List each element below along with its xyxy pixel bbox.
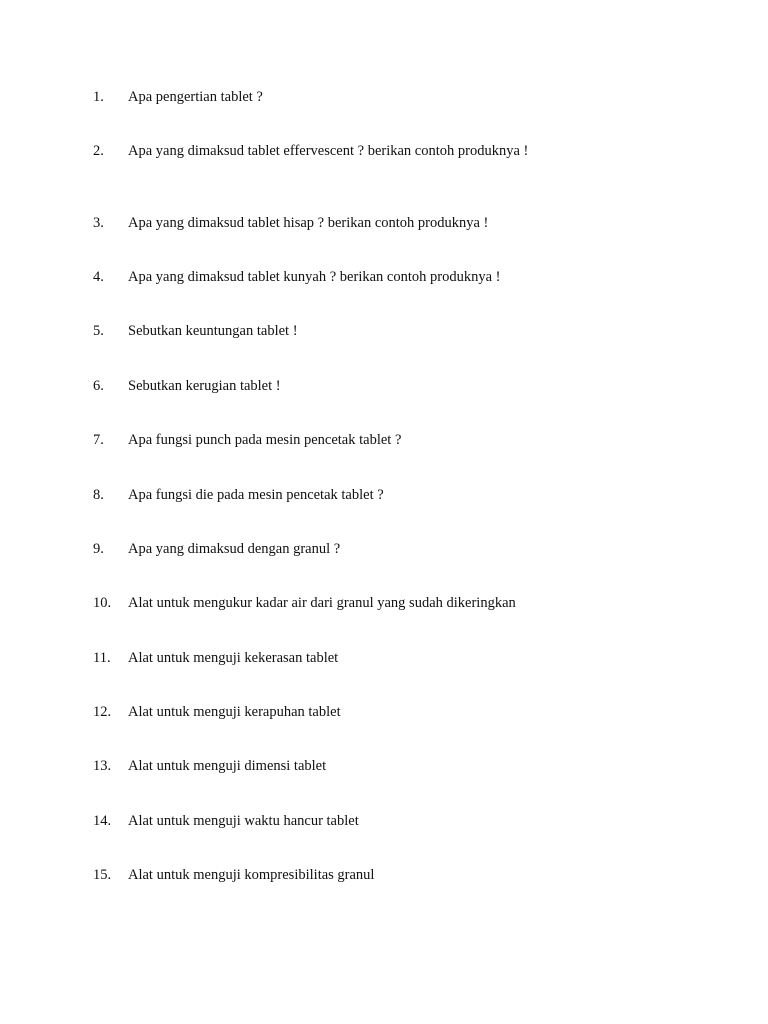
- question-item-2: [93, 141, 733, 161]
- question-item-9: [93, 539, 733, 559]
- question-number: 7.: [93, 432, 104, 448]
- question-text: Apa yang dimaksud tablet kunyah ? berikan contoh produknya !: [128, 269, 501, 285]
- question-item-10: [93, 593, 733, 613]
- question-text: Apa yang dimaksud dengan granul ?: [128, 541, 341, 557]
- question-item-14: [93, 811, 733, 831]
- question-number: 15.: [93, 867, 112, 883]
- question-number: 9.: [93, 541, 104, 557]
- question-text: Alat untuk menguji waktu hancur tablet: [128, 813, 359, 829]
- question-number: 6.: [93, 378, 104, 394]
- question-item-1: [93, 87, 733, 107]
- question-text: Alat untuk menguji kerapuhan tablet: [128, 704, 341, 720]
- question-number: 4.: [93, 269, 104, 285]
- question-text: Alat untuk menguji kompresibilitas granul: [128, 867, 375, 883]
- question-item-15: [93, 865, 733, 885]
- question-number: 3.: [93, 215, 104, 231]
- question-number: 2.: [93, 143, 104, 159]
- question-item-6: [93, 376, 733, 396]
- question-text: Sebutkan keuntungan tablet !: [128, 323, 298, 339]
- question-number: 8.: [93, 487, 104, 503]
- question-number: 11.: [93, 650, 111, 666]
- question-text: Apa fungsi die pada mesin pencetak tablet ?: [128, 487, 384, 503]
- question-text: Alat untuk menguji dimensi tablet: [128, 758, 327, 774]
- question-number: 12.: [93, 704, 112, 720]
- question-item-11: [93, 648, 733, 668]
- question-text: Alat untuk menguji kekerasan tablet: [128, 650, 339, 666]
- question-item-13: [93, 756, 733, 776]
- question-text: Apa yang dimaksud tablet effervescent ? berikan contoh produknya !: [128, 143, 529, 159]
- question-text: Apa yang dimaksud tablet hisap ? berikan contoh produknya !: [128, 215, 489, 231]
- question-item-8: [93, 485, 733, 505]
- question-item-12: [93, 702, 733, 722]
- question-item-3: [93, 213, 733, 233]
- question-text: Alat untuk mengukur kadar air dari granul yang sudah dikeringkan: [128, 595, 516, 611]
- question-number: 10.: [93, 595, 112, 611]
- question-text: Apa pengertian tablet ?: [128, 89, 263, 105]
- question-text: Apa fungsi punch pada mesin pencetak tablet ?: [128, 432, 402, 448]
- question-number: 1.: [93, 89, 104, 105]
- question-item-5: [93, 321, 733, 341]
- question-item-7: [93, 430, 733, 450]
- question-number: 13.: [93, 758, 112, 774]
- question-item-4: [93, 267, 733, 287]
- question-number: 5.: [93, 323, 104, 339]
- question-text: Sebutkan kerugian tablet !: [128, 378, 281, 394]
- question-number: 14.: [93, 813, 112, 829]
